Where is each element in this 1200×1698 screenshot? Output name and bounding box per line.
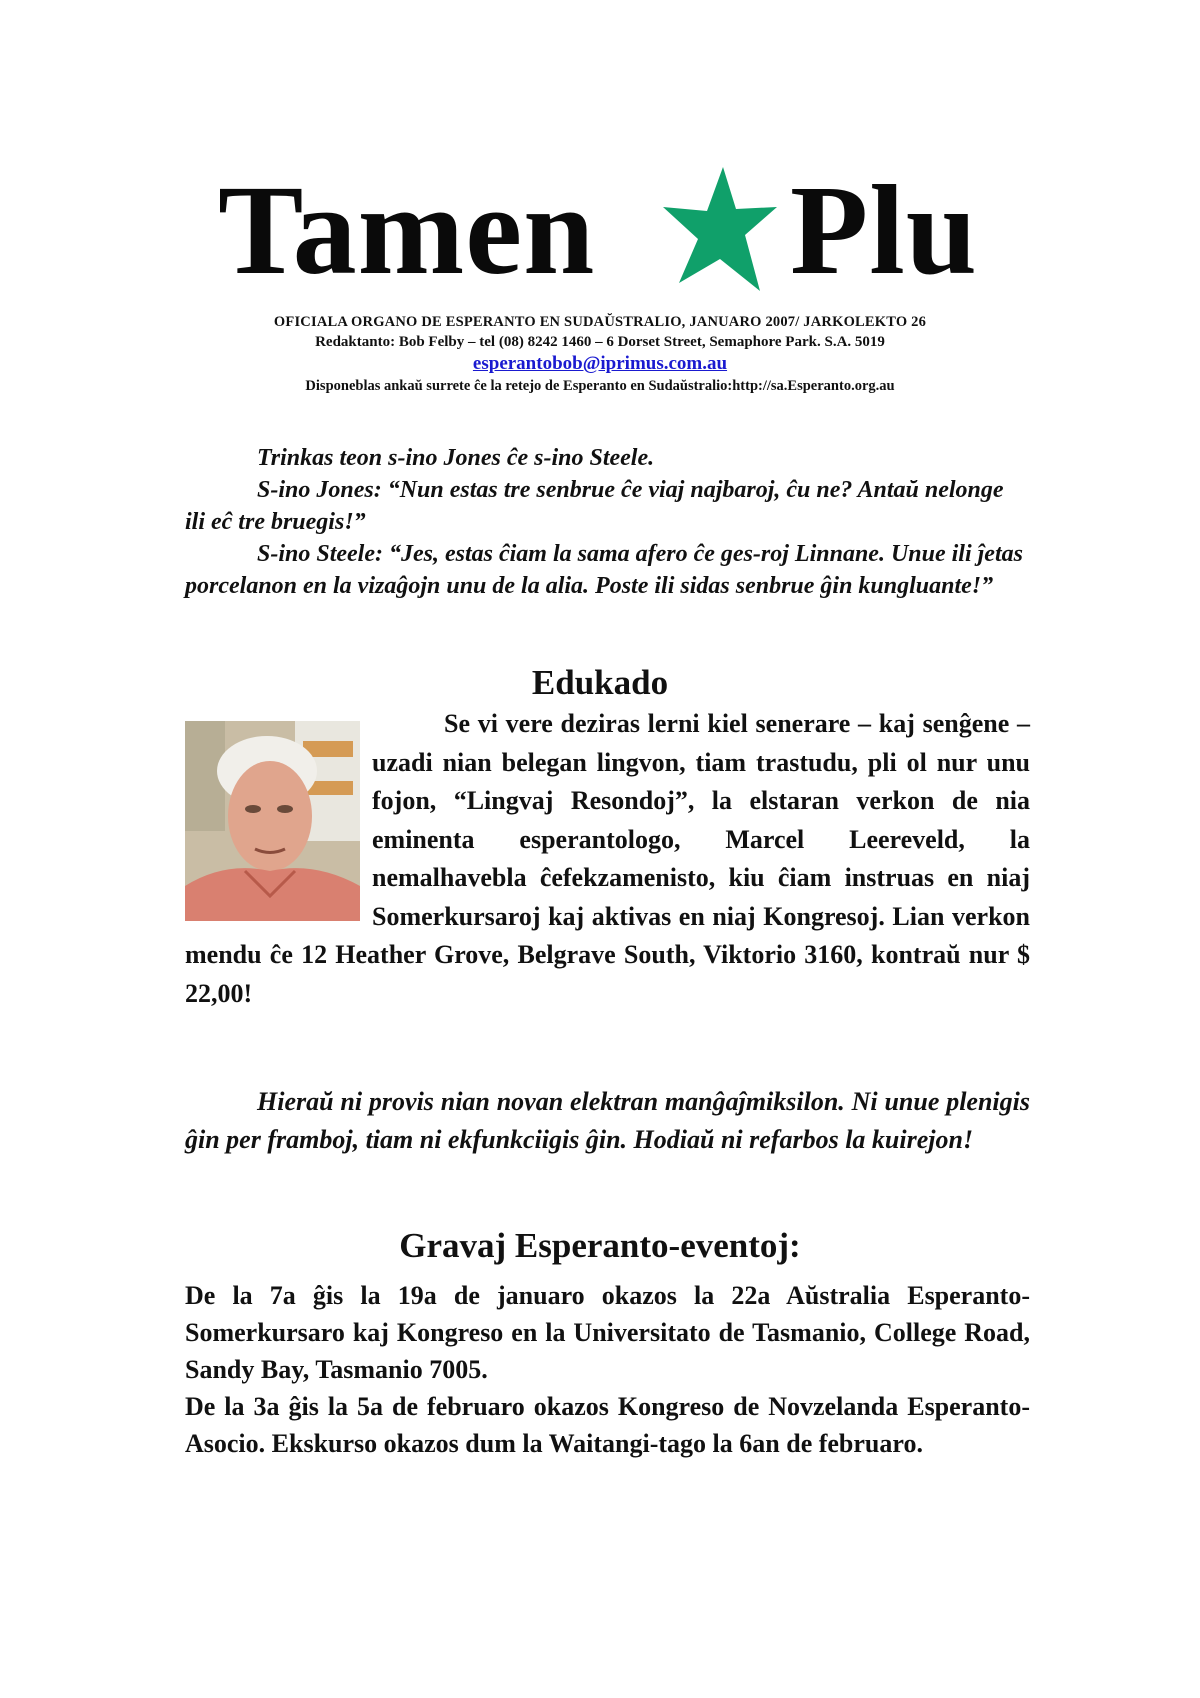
portrait-photo	[185, 721, 360, 921]
editor-email-link[interactable]: esperantobob@iprimus.com.au	[472, 353, 728, 374]
editor-line: Redaktanto: Bob Felby – tel (08) 8242 1460 – 6 Dorset Street, Semaphore Park. S.A. 5019	[315, 334, 885, 350]
masthead-word-left: Tamen	[218, 159, 596, 301]
masthead	[200, 155, 1000, 305]
publication-info	[150, 313, 1050, 396]
publication-line: OFICIALA ORGANO DE ESPERANTO EN SUDAŬSTRALIO, JANUARO 2007/ JARKOLEKTO 26	[273, 314, 927, 330]
kitchen-paragraph: Hieraŭ ni provis nian novan elektran manĝaĵmiksilon. Ni unue plenigis ĝin per framboj, tiam ni ekfunkciigis ĝin. Hodiaŭ ni refarbos la kuirejon!	[185, 1087, 1030, 1154]
joke-line: Trinkas teon s-ino Jones ĉe s-ino Steele.	[257, 445, 655, 471]
event-item: De la 7a ĝis la 19a de januaro okazos la 22a Aŭstralia Esperanto-Somerkursaro kaj Kongreso en la Universitato de Tasmanio, College Road, Sandy Bay, Tasmanio 7005.	[185, 1281, 1030, 1384]
joke-section	[185, 442, 1025, 602]
masthead-word-right: Plu	[790, 159, 978, 301]
website-line: Disponeblas ankaŭ surrete ĉe la retejo de Esperanto en Sudaŭstralio:http://sa.Esperanto.org.au	[305, 378, 895, 394]
edukado-text: Se vi vere deziras lerni kiel senerare – kaj senĝene – uzadi nian belegan lingvon, tiam trastudu, pli ol nur unu fojon, “Lingvaj Resondoj”, la elstaran verkon de nia eminenta esperantologo, Marcel Leereveld, la nemalhavebla ĉefekzamenisto, kiu ĉiam instruas en niaj Somerkursaroj kaj aktivas en niaj Kongresoj. Lian verkon mendu ĉe 12 Heather Grove, Belgrave South, Viktorio 3160, kontraŭ nur $ 22,00!	[185, 709, 1030, 1008]
event-item: De la 3a ĝis la 5a de februaro okazos Kongreso de Novzelanda Esperanto-Asocio. Ekskurso okazos dum la Waitangi-tago la 6an de februaro.	[185, 1392, 1030, 1458]
joke-line: S-ino Steele: “Jes, estas ĉiam la sama afero ĉe ges-roj Linnane. Unue ili ĵetas porcelanon en la vizaĝojn unu de la alia. Poste ili sidas senbrue ĝin kungluante!”	[185, 541, 1023, 599]
edukado-heading: Edukado	[531, 663, 669, 702]
events-heading: Gravaj Esperanto-eventoj:	[399, 1226, 801, 1265]
events-list	[185, 1277, 1030, 1462]
joke-line: S-ino Jones: “Nun estas tre senbrue ĉe viaj najbaroj, ĉu ne? Antaŭ nelonge ili eĉ tre bruegis!”	[185, 477, 1004, 535]
edukado-article	[185, 705, 1030, 1013]
green-star-icon	[663, 167, 777, 291]
